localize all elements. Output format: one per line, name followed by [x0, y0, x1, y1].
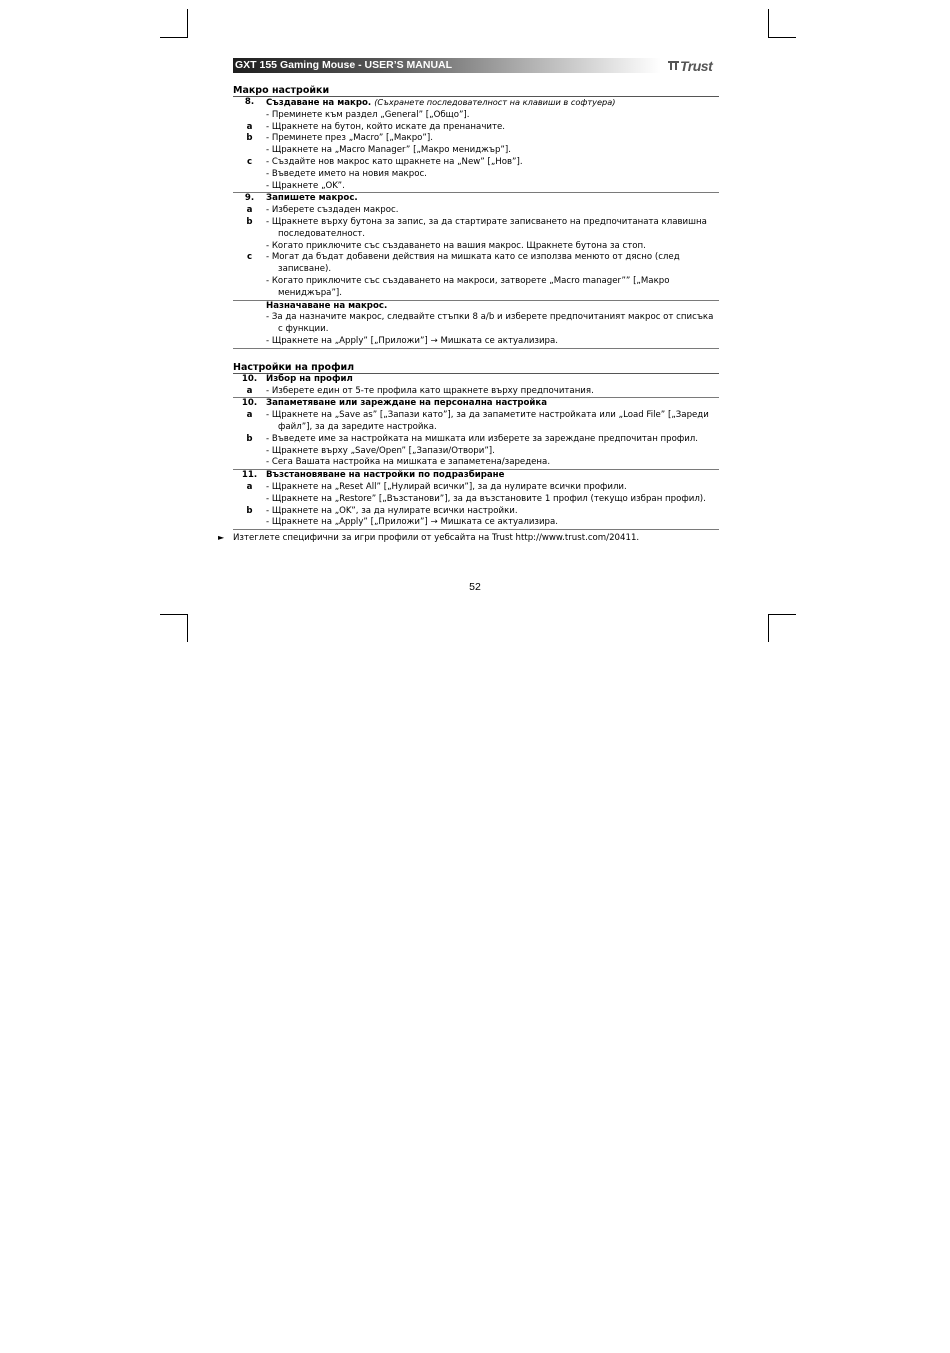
instruction-row [233, 205, 719, 217]
instruction-row [233, 446, 719, 458]
instruction-row [233, 506, 719, 518]
step-heading-row [233, 398, 719, 410]
instruction-text: - Преминете към раздел „General” [„Общо”]. [266, 109, 470, 120]
instruction-text: - Щракнете върху „Save/Open” [„Запази/Отвори”]. [266, 445, 495, 456]
crop-mark [187, 9, 188, 38]
manual-content [233, 85, 719, 530]
instruction-text: - Изберете един от 5-те профила като щракнете върху предпочитания. [266, 385, 594, 396]
instruction-row [233, 457, 719, 469]
instruction-text: - Щракнете на „Macro Manager” [„Макро мениджър”]. [266, 145, 511, 156]
step-number: 10. [241, 398, 258, 409]
step-heading-row [233, 193, 719, 205]
step-heading [266, 374, 719, 386]
step-heading [266, 301, 719, 313]
instruction-text: - Щракнете на бутон, който искате да пренаначите. [266, 121, 506, 132]
sub-step-label [233, 336, 266, 348]
instruction-row [233, 410, 719, 434]
manual-title: GXT 155 Gaming Mouse - USER’S MANUAL [235, 59, 453, 71]
step-number: 9. [244, 193, 255, 204]
instruction-text: - Щракнете на „OK”, за да нулирате всички настройки. [266, 505, 518, 516]
instruction-text: - Щракнете на „Save as” [„Запази като”], за да запаметите настройката или „Load File” [„Зареди файл”], за да заредите настройка. [266, 410, 709, 432]
step-heading-row [233, 470, 719, 482]
instruction-text: - Могат да бъдат добавени действия на мишката като се използва менюто от дясно (след записване). [266, 252, 680, 275]
sub-step-label: a [246, 205, 253, 216]
step-heading-text: Възстановяване на настройки по подразбиране [266, 470, 505, 481]
sub-step-label [233, 494, 266, 506]
download-note [218, 532, 719, 544]
crop-mark [768, 37, 796, 38]
sub-step-label [233, 457, 266, 469]
instruction-row [233, 386, 719, 398]
instruction-row [233, 217, 719, 241]
instruction-text: - Щракнете на „Reset All” [„Нулирай всички”], за да нулирате всички профили. [266, 481, 627, 492]
step-number [233, 301, 266, 313]
instruction-text: - Когато приключите със създаването на вашия макрос. Щракнете бутона за стоп. [266, 240, 646, 251]
step-heading-text: Запаметяване или зареждане на персонална настройка [266, 398, 548, 409]
step-heading-text: Избор на профил [266, 373, 353, 384]
step-heading [266, 193, 719, 205]
crop-mark [187, 614, 188, 642]
instruction-text: - Създайте нов макрос като щракнете на „New” [„Нов”]. [266, 156, 523, 167]
instruction-row [233, 133, 719, 145]
sub-step-label [233, 517, 266, 529]
trust-logo-text: Trust [680, 57, 713, 74]
step-heading-row [233, 374, 719, 386]
sub-step-label: c [246, 252, 253, 263]
sub-step-label [233, 145, 266, 157]
step-heading [266, 470, 719, 482]
instruction-text: - Щракнете на „Apply” [„Приложи”] → Мишката се актуализира. [266, 335, 559, 346]
sub-step-label: b [246, 505, 253, 516]
sub-step-label [233, 181, 266, 193]
instruction-row [233, 145, 719, 157]
step-subheading: (Съхранете последователност на клавиши в софтуера) [374, 97, 616, 107]
sub-step-label [233, 169, 266, 181]
instruction-text: - Щракнете върху бутона за запис, за да стартирате записването на предпочитаната клавишна последователност. [266, 216, 707, 239]
instruction-text: - Въведете името на новия макрос. [266, 168, 427, 179]
instruction-text: - Щракнете „OK”. [266, 180, 345, 191]
step-heading-text: Запишете макрос. [266, 193, 358, 204]
page-number: 52 [469, 581, 481, 593]
instruction-row [233, 494, 719, 506]
step-heading [266, 97, 719, 110]
step-heading [266, 398, 719, 410]
sub-step-label [233, 276, 266, 300]
crop-mark [768, 9, 769, 38]
instruction-row [233, 252, 719, 276]
section-title: Макро настройки [233, 85, 330, 96]
sub-step-label: a [246, 481, 253, 492]
sub-step-label: b [246, 216, 253, 227]
trust-logo [668, 58, 712, 73]
instruction-row [233, 336, 719, 348]
instruction-text: - За да назначите макрос, следвайте стъпки 8 a/b и изберете предпочитаният макрос от списъка с функции. [266, 312, 714, 335]
crop-mark [160, 614, 188, 615]
instruction-text: - Щракнете на „Restore” [„Възстанови”], за да възстановите 1 профил (текущо избран профил). [266, 493, 706, 504]
step-divider [233, 348, 719, 349]
instruction-text: - Когато приключите със създаването на макроси, затворете „Macro manager”” [„Макро мениджъра”]. [266, 275, 670, 298]
sub-step-label [233, 312, 266, 336]
instruction-text: - Щракнете на „Apply” [„Приложи”] → Мишката се актуализира. [266, 517, 559, 528]
sub-step-label: b [246, 433, 253, 444]
download-note-text: Изтеглете специфични за игри профили от уебсайта на Trust http://www.trust.com/20411. [233, 533, 640, 544]
instruction-text: - Изберете създаден макрос. [266, 205, 399, 216]
instruction-row [233, 241, 719, 253]
instruction-row [233, 312, 719, 336]
page-header [233, 58, 719, 73]
step-heading-row [233, 301, 719, 313]
step-heading-row [233, 97, 719, 110]
instruction-row [233, 110, 719, 122]
sub-step-label: c [246, 156, 253, 167]
sub-step-label [233, 110, 266, 122]
instruction-row [233, 169, 719, 181]
sub-step-label [233, 446, 266, 458]
instruction-row [233, 517, 719, 529]
step-heading-text: Назначаване на макрос. [266, 300, 388, 311]
sub-step-label: a [246, 121, 253, 132]
sub-step-label: a [246, 385, 253, 396]
instruction-row [233, 157, 719, 169]
crop-mark [768, 614, 796, 615]
manual-page [218, 57, 719, 544]
instruction-row [233, 276, 719, 300]
instruction-row [233, 122, 719, 134]
step-number: 11. [241, 470, 258, 481]
instruction-text: - Сега Вашата настройка на мишката е запаметена/заредена. [266, 457, 551, 468]
crop-mark [160, 37, 188, 38]
sub-step-label: b [246, 133, 253, 144]
step-heading-text: Създаване на макро. [266, 98, 372, 108]
trust-logo-icon [668, 60, 679, 71]
bullet-arrow-icon: ► [218, 533, 225, 543]
step-number: 10. [241, 373, 258, 384]
sub-step-label: a [246, 410, 253, 421]
step-divider [233, 529, 719, 530]
crop-mark [768, 614, 769, 642]
instruction-row [233, 434, 719, 446]
step-number: 8. [244, 97, 255, 107]
instruction-text: - Въведете име за настройката на мишката или изберете за зареждане предпочитан профил. [266, 433, 699, 444]
instruction-row [233, 181, 719, 193]
sub-step-label [233, 241, 266, 253]
section-title: Настройки на профил [233, 361, 355, 373]
instruction-text: - Преминете през „Macro” [„Макро”]. [266, 133, 433, 144]
instruction-row [233, 482, 719, 494]
